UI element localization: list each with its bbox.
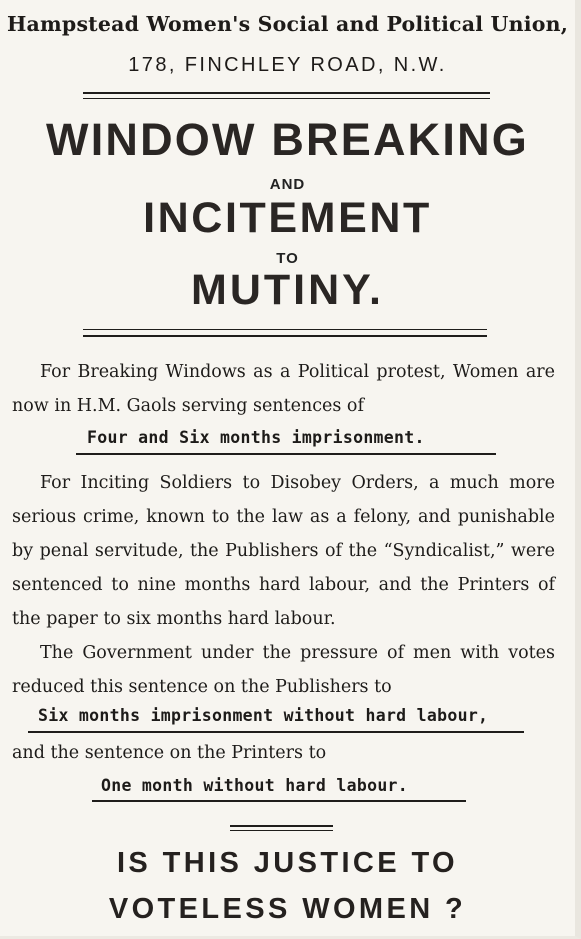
headline-and: AND (269, 176, 306, 193)
closing-rule-lower (230, 830, 333, 831)
headline-window-breaking: WINDOW BREAKING (46, 114, 529, 165)
top-rule-upper (83, 92, 490, 94)
headline-incitement: INCITEMENT (143, 194, 432, 242)
paragraph-incitement: For Inciting Soldiers to Disobey Orders, a much more serious crime, known to the law as a felony, and punishable by penal servitude, the Publishers of the “Syndicalist,” were sentenced to nine months hard labour, and the Printers of the paper to six months hard labour. (12, 473, 555, 629)
organization-address: 178, FINCHLEY ROAD, N.W. (128, 54, 447, 76)
underline-six-months-without (28, 731, 524, 733)
mid-rule-upper (83, 329, 487, 330)
paragraph-printers: and the sentence on the Printers to (12, 743, 327, 763)
underline-one-month (92, 800, 466, 802)
paragraph-window-breaking: For Breaking Windows as a Political protest, Women are now in H.M. Gaols serving sentences of (12, 362, 555, 416)
top-rule-lower (83, 98, 490, 99)
paragraph-government: The Government under the pressure of men with votes reduced this sentence on the Publishers to (12, 643, 555, 697)
closing-question-line1: IS THIS JUSTICE TO (116, 847, 459, 879)
emphasis-six-months-without: Six months imprisonment without hard labour, (38, 706, 489, 725)
closing-rule-upper (230, 825, 333, 827)
underline-four-six-months (76, 453, 496, 455)
closing-question-line2: VOTELESS WOMEN ? (108, 893, 467, 925)
emphasis-one-month: One month without hard labour. (101, 776, 409, 795)
headline-mutiny: MUTINY. (191, 266, 384, 314)
headline-to: TO (276, 250, 299, 267)
emphasis-four-six-months: Four and Six months imprisonment. (87, 428, 425, 447)
organization-name: Hampstead Women's Social and Political Union, (6, 12, 569, 36)
mid-rule-lower (83, 335, 487, 337)
